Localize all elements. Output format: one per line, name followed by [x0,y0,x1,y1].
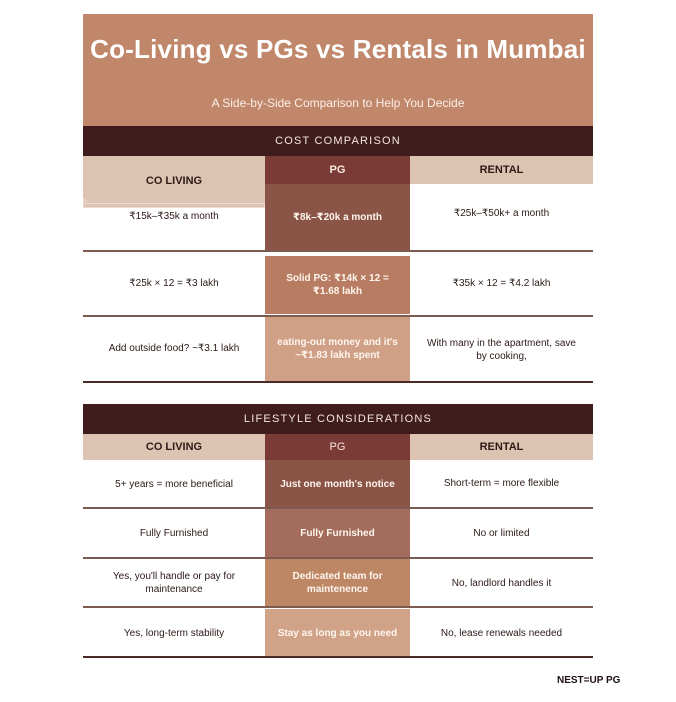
section-end-rule [83,381,593,383]
cost-row-2-rental: ₹35k × 12 = ₹4.2 lakh [452,277,551,289]
lifestyle-row-1-rental: Short-term = more flexible [443,477,560,489]
lifestyle-header-pg: PG [265,434,410,460]
cost-header-pg: PG [265,156,410,184]
lifestyle-row-3-pg: Dedicated team for maintenence [265,559,410,607]
page-subtitle: A Side-by-Side Comparison to Help You Decide [211,96,465,110]
cost-row-1-rental: ₹25k–₹50k+ a month [453,207,550,219]
cost-header-rental: RENTAL [410,156,593,184]
lifestyle-row-4-coliving: Yes, long-term stability [123,627,225,639]
lifestyle-header-rental: RENTAL [410,434,593,460]
section-end-rule [83,656,593,658]
lifestyle-row-2-pg: Fully Furnished [265,509,410,557]
cost-header-coliving: CO LIVING [83,156,265,198]
cost-row-3-coliving: Add outside food? ~₹3.1 lakh [108,342,240,354]
lifestyle-row-4-pg: Stay as long as you need [265,609,410,657]
brand-mark: NEST=UP PG [557,675,621,686]
lifestyle-header-coliving: CO LIVING [83,434,265,460]
cost-row-3-rental: With many in the apartment, save by cooking, [427,338,576,362]
cost-row-3-pg: eating-out money and it's ~₹1.83 lakh spent [265,317,410,381]
row-divider [83,250,593,252]
lifestyle-section-band: LIFESTYLE CONSIDERATIONS [83,404,593,434]
cost-section-band: COST COMPARISON [83,126,593,156]
cost-row-1-coliving: ₹15k–₹35k a month [129,210,219,222]
cost-row-2-pg: Solid PG: ₹14k × 12 = ₹1.68 lakh [265,256,410,314]
cost-row-1-pg: ₹8k–₹20k a month [265,184,410,250]
row-divider [83,606,593,608]
lifestyle-row-2-coliving: Fully Furnished [139,527,209,539]
lifestyle-row-1-coliving: 5+ years = more beneficial [115,478,233,490]
cost-row-2-coliving: ₹25k × 12 = ₹3 lakh [129,277,219,289]
lifestyle-row-4-rental: No, lease renewals needed [440,627,563,639]
hero-banner [83,14,593,126]
lifestyle-row-3-rental: No, landlord handles it [451,577,552,589]
page-title: Co-Living vs PGs vs Rentals in Mumbai [90,34,586,64]
lifestyle-row-3-coliving: Yes, you'll handle or pay for maintenance [112,571,236,595]
lifestyle-row-1-pg: Just one month's notice [265,460,410,508]
lifestyle-row-2-rental: No or limited [473,527,530,539]
